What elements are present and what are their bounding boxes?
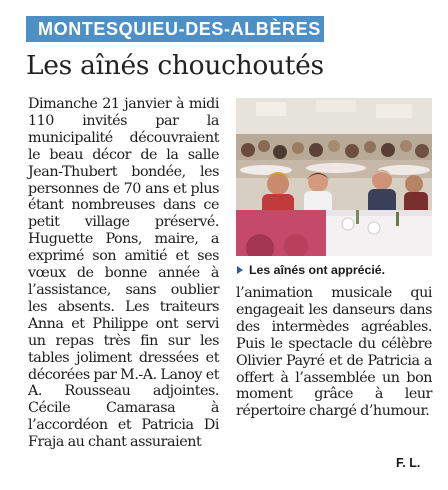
article-body-left [28,96,219,451]
article-text-right: l’animation musicale qui engageait les danseurs dans des intermèdes agréables. Puis le spectacle du célèbre Olivier Payré et de Patricia a offert à l’assemblée un bon moment grâce à leur répertoire chargé d’humour. [236,285,432,420]
article-photo [236,98,432,256]
caption-arrow-icon [237,266,243,274]
photo-caption [237,261,437,279]
photo-caption-text: Les aînés ont apprécié. [249,263,385,277]
article-body-right [236,285,432,420]
banquet-photo-illustration [236,98,432,256]
author-signature: F. L. [396,456,421,470]
article-headline: Les aînés chouchoutés [26,50,324,81]
section-banner: MONTESQUIEU-DES-ALBÈRES [26,16,324,42]
article-text-left: Dimanche 21 janvier à midi 110 invités par la municipalité découvraient le beau décor de la salle Jean-Thubert bondée, les personnes de 70 ans et plus étant nombreuses dans ce petit village préservé. Huguette Pons, maire, a exprimé son amitié et ses vœux de bonne année à l’assistance, sans oublier les absents. Les traiteurs Anna et Philippe ont servi un repas très fin sur les tables joliment dressées et décorées par M.-A. Lanoy et A. Rousseau adjointes. Cécile Camarasa à l’accordéon et Patricia Di Fraja au chant assuraient [28,96,219,451]
